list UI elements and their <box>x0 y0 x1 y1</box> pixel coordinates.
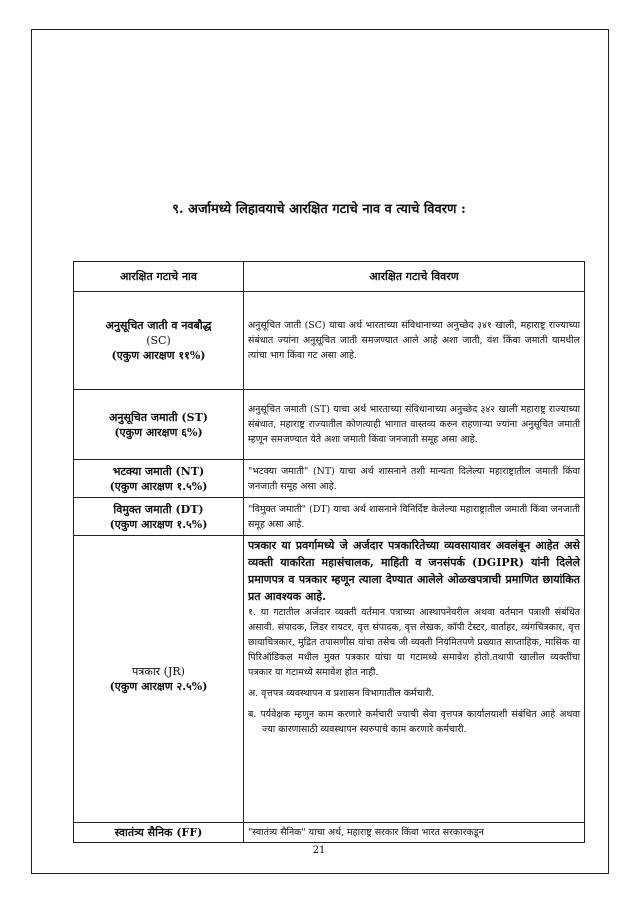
table-row-ff <box>74 823 585 843</box>
group-name: स्वातंत्र्य सैनिक (FF) <box>114 826 203 839</box>
group-name-cell <box>74 292 244 390</box>
group-name-cell <box>74 536 244 823</box>
group-description: "विमुक्त जमाती" (DT) याचा अर्थ शासनाने विनिर्दिष्ट केलेल्या महाराष्ट्रातील जमाती किंवा जनजाती समूह असा आहे. <box>244 498 585 536</box>
group-name-cell <box>74 390 244 460</box>
table-row-nt <box>74 460 585 498</box>
group-description: अनुसूचित जमाती (ST) याचा अर्थ भारताच्या संविधानाच्या अनुच्छेद ३४२ खाली महाराष्ट्र राज्याच्या संबंधात, महाराष्ट्र राज्यातील कोणत्याही भागात वास्तव्य करुन राहणाऱ्या ज्यांना अनुसूचित जमाती म्हणून समजण्यात येते अशा जमाती किंवा जनजाती समूह असा आहे. <box>244 390 585 460</box>
reservation-table <box>73 261 585 843</box>
group-quota: (एकुण आरक्षण १.५%) <box>109 479 208 493</box>
table-row-st <box>74 390 585 460</box>
group-code: (SC) <box>146 334 171 347</box>
journalist-exclusion-b: ब. पर्यवेक्षक म्हणुन काम करणारे कर्मचारी ज्याची सेवा वृत्तपत्र कार्यालयाशी संबंधित आहे अथवा ज्या कारणासाठी व्यवस्थापन स्वरुपाचे काम करणारे कर्मचारी. <box>248 709 580 735</box>
journalist-exclusion-a: अ. वृत्तपत्र व्यवस्थापन व प्रशासन विभागातील कर्मचारी. <box>248 688 435 699</box>
group-description: "स्वातंत्र्य सैनिक" याचा अर्थ, महाराष्ट्र सरकार किंवा भारत सरकारकडून <box>244 823 585 843</box>
group-name: भटक्या जमाती (NT) <box>112 464 205 478</box>
col-header-group-name: आरक्षित गटाचे नाव <box>74 262 244 292</box>
group-name-cell <box>74 460 244 498</box>
journalist-intro: पत्रकार या प्रवर्गामध्ये जे अर्जदार पत्रकारितेच्या व्यवसायावर अवलंबून आहेत असे व्यक्ती याकरिता महासंचालक, माहिती व जनसंपर्क (DGIPR) यांनी दिलेले प्रमाणपत्र व पत्रकार म्हणून त्याला देण्यात आलेले ओळखपत्राची प्रमाणित छायांकित प्रत आवश्यक आहे. <box>248 539 580 603</box>
group-name-cell <box>74 823 244 843</box>
table-header-row <box>74 262 585 292</box>
table-row-dt <box>74 498 585 536</box>
group-name: अनुसूचित जमाती (ST) <box>109 410 208 424</box>
group-description: अनुसूचित जाती (SC) याचा अर्थ भारताच्या संविधानाच्या अनुच्छेद ३४१ खाली, महाराष्ट्र राज्याच्या संबंधात ज्यांना अनुसूचित जाती समजण्यात आले आहे अशा जाती, वंश किंवा जमाती यामधील त्यांचा भाग किंवा गट असा आहे. <box>244 292 585 390</box>
group-name: अनुसूचित जाती व नवबौद्ध <box>105 319 212 332</box>
group-quota: (एकुण आरक्षण ६%) <box>114 425 203 439</box>
col-header-group-description: आरक्षित गटाचे विवरण <box>244 262 585 292</box>
group-quota: (एकुण आरक्षण २.५%) <box>109 680 208 693</box>
table-row-sc <box>74 292 585 390</box>
group-quota: (एकुण आरक्षण १.५%) <box>109 517 208 531</box>
table-row-jr <box>74 536 585 823</box>
section-heading: ९. अर्जामध्ये लिहावयाचे आरक्षित गटाचे नाव व त्याचे विवरण : <box>172 202 466 217</box>
group-name-cell <box>74 498 244 536</box>
group-quota: (एकुण आरक्षण ११%) <box>111 349 206 362</box>
group-description: "भटक्या जमाती" (NT) याचा अर्थ शासनाने तशी मान्यता दिलेल्या महाराष्ट्रातील जमाती किंवा जनजाती समूह असा आहे. <box>244 460 585 498</box>
group-name: विमुक्त जमाती (DT) <box>113 502 204 516</box>
journalist-point-1: १. या गटातील अर्जदार व्यक्ती वर्तमान पत्राच्या आस्थापनेवरील अथवा वर्तमान पत्राशी संबंधित असावी. संपादक, लिडर रायटर, वृत्त संपादक, वृत्त लेखक, कॉपी टेस्टर, वार्ताहर, व्यंगचित्रकार, वृत्त छायाचित्रकार, मुद्रित तपासणीस यांचा तसेच जी व्यक्ती नियमितपणे प्रख्यात साप्ताहिक, मासिक वा पिरिऑडिकल मधील मुक्त पत्रकार यांचा या गटामध्ये समावेश होतो.तथापी खालील व्यक्तींचा पत्रकार या गटामध्ये समावेश होत नाही. <box>248 607 580 678</box>
group-description-cell <box>244 536 585 823</box>
group-name: पत्रकार (JR) <box>132 665 185 678</box>
page-number: 21 <box>312 845 326 856</box>
